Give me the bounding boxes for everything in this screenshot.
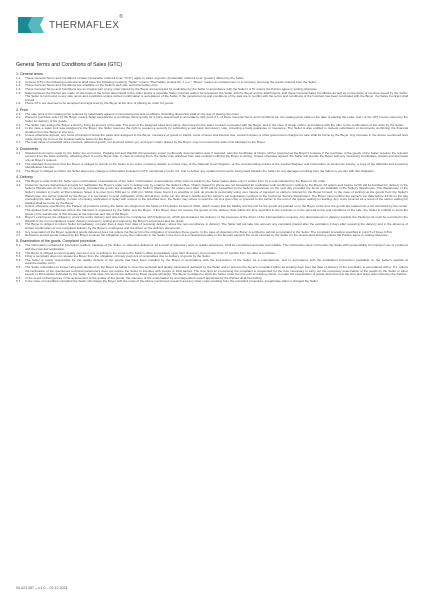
clause-number: 4.7. xyxy=(16,233,22,238)
clause-text: Placed a purchase order by the Buyer means Seller acceptance to purchase these goods for a price determined in accordance with point 2.1. of these General Terms and Conditions (ie. the catalog price valid on the date of placing the order, and / or the VAT invoice issued by the Seller for delivery of the goods. xyxy=(25,115,408,123)
clause-text: In the case of unjustified complaint the Seller will charge the Buyer with the costs of the above mentioned research and any other costs resulting from the complaint procedure. A legitimate claim is charged the Seller. xyxy=(25,279,319,284)
clause-number: 4.2. xyxy=(16,182,22,187)
clause xyxy=(16,152,408,163)
trademark-symbol: ® xyxy=(119,14,124,20)
clause-text: Sales between the Parties are made on the basis of the terms determined in the order and/or a separate Sales Contract and/or GLA between the Seller and the Buyer and its attachments, and these General Sales Conditions as well as on the basis of invoices issued by the Seller. The Seller is not bound to any sale terms and conditions unless written confirmation is acceptance of the Seller. If the general terms and conditions of the sale are in conflict with the terms and conditions of the Contract has been concluded with the Buyer, the Sales Contract shall prevail. xyxy=(25,90,408,102)
clause-number: 5.7. xyxy=(16,279,22,284)
clause-number: 2.7. xyxy=(16,140,22,145)
clause xyxy=(16,184,408,206)
clause-text: The Seller undertakes to inspect all goods declared by the Buyer as failing to meet the technical and quality parameters declared by the Seller and to process the buyer's complaint within 10 working days from the date of delivery of the complaint, in accordance with p. 5.2, unless the verification of the questioned technical parameters does not require the Seller to interfere with people or third parties. The time limit for processing the complaint is suspended for the time necessary to carry out the necessary examination of the goods by the Seller or other people or third parties indicated by the Seller. In that case, the terms are defined by these people will apply. The Buyer is obliged to allow the Seller, order from its own or training clients, to make the examination of goods assortment at the time and place determined by the Parties. xyxy=(25,265,408,277)
clause-text: The Buyer's order binds the Seller upon confirmation of acceptance of the order. Confirmation of acceptance of the order is made by the Seller (takes place only in written form by e-mail indicated by the Buyer in the order. xyxy=(25,179,327,184)
clause-number: 2.4. xyxy=(16,126,22,131)
clause-text: The total value of unsettled sales invoices, delivered goods, not invoiced orders yet, and open orders placed by the Buyer, may not exceed the sales limit allocated to the Buyer. xyxy=(25,140,266,145)
clause xyxy=(16,280,408,284)
clause-number: 1.5. xyxy=(16,90,22,95)
clause-text: Standard documents made by the Seller are an Invoice, Packing List and Waybill. All necessary export (outbound) documentation and, if required, also the Certificate of Origin, will be prepared at the Buyer's request. If the purchase of the goods of the Seller requires the relevant consent from the state authority, obtaining them is on the Buyer side. In case of missing them, the Seller may withdraw from sale contract notifying the Buyer in writing. Unless otherwise agreed, the Seller will provide the Buyer with any necessary Certificates, Attests and Approvals only at Buyer's request. xyxy=(25,150,408,163)
clause-number: 5.2. xyxy=(16,250,22,255)
clause-number: 2.5. xyxy=(16,133,22,138)
clause-number: 1.4. xyxy=(16,86,22,91)
section-heading: 4. Delivery xyxy=(16,175,33,179)
clause-number: 1.6. xyxy=(16,101,22,106)
clause-number: 3.3. xyxy=(16,168,22,173)
section-heading: 5. Examination of the goods. Complaint procedure xyxy=(16,239,96,244)
clause-text: Customer Service Department accepts for realization the Buyer's order sent in writing only by email to the Seller's office. Orders placed by phone are not forwarded for realization until confirmed in writing by the Buyer. All orders sent before 12:00 will be handled for delivery in the Seller's Warehouse on the day of receiving, provided the goods are available at the Seller's Warehouse. All orders sent after 12:00 will be forwarded to the Seller's warehouse on the next day provided the items are available in the Seller's Warehouse. The Warehouse of the Seller's location in Cedry at Pomorskiego Street 4 is open from 8:00 am to 4:00 pm. Within these hours it is possible to pick up products personally using own means of transport or carriers ordered by the Buyer himself. In the case of picking up the goods from the Seller's Warehouse, the carrier ordered by the Buyer, it is necessary to send notification of the arrival time of the car, the driver's details and the carrier's car registration numbers to the Customer Service Department. The Buyer must confirm the carrier's car data before 13:00 on the day preceding the date of loading. In case of missing notification or delay with respect to the specified time, the Seller may refuse to load the car at a given day or proceed to the carrier to the end of the queue waiting for loading. Any costs incurred as a result of the carrier waiting for loading shall be borne by the Buyer. xyxy=(25,182,408,205)
clause-text: In these GTC's the following expressions shall have the following meaning: "Seller" means "Thermaflex Izolacji Sp. z o.o."; "Buyer" means an entrepreneur or a company receiving the goods ordered from the Seller. xyxy=(25,79,317,84)
brand-name: THERMAFLEX xyxy=(49,19,120,31)
document-body xyxy=(16,73,408,284)
clause-text: In the event of divergences in the assessment of the quality of the goods, the outcome of the examination by an independent expert appointed by the Parties shall be binding. xyxy=(25,275,263,280)
clause-number: 3.2. xyxy=(16,161,22,166)
clause-number: 4.3. xyxy=(16,204,22,209)
clause-text: These General Terms and Conditions of Sale (hereinafter referred to as "GTC") apply to sales of goods, (hereinafter referred to as "goods") offered by the Seller. xyxy=(25,76,245,81)
clause-text: In the case a sales limit was assigned to the Buyer, the Seller reserves the right to request a security by submitting a real bank promissory note, providing a bank guarantee or insurance. The Seller is also entitled to request submission of documents confirming the financial situation from the Buyer at any time. xyxy=(25,126,408,134)
clause-text: These General Terms and Conditions are an integral part of any order placed by the Buyer and accepted for realization by the Seller in accordance with the Seller's GTC unless the Parties agree in writing otherwise. xyxy=(25,86,318,91)
document-title: General Terms and Conditions of Sales (GTC) xyxy=(16,62,123,68)
clause-number: 1.1. xyxy=(16,76,22,81)
clause-number: 1.2. xyxy=(16,79,22,84)
clause-text: The Buyer is obliged to inform Seller immediately, not later than 2 days from date of receiving delivery, about the non-compliance in delivery. The Seller will not take into account any complaint placed after the expiration 2 days after receiving the delivery and in the absence of written confirmation of non-compliant delivery by the Buyer's employees and the driver on the delivery documents. xyxy=(25,222,408,230)
clause xyxy=(16,141,408,145)
clause xyxy=(16,234,408,238)
clause-text: The Buyer is obliged to inform the Seller about any change in information included in GTC mentioned in point 3.2. and to deliver any updated documents, being back towards the Seller for any damages resulting from the failure to comply with this obligation. xyxy=(25,168,375,173)
clause xyxy=(16,170,408,174)
clause-text: Filing a complaint does not release the Buyer from the obligation of timely payment of receivables due to delivery of goods by the Seller. xyxy=(25,254,211,259)
clause-text: Unless otherwise agreed, any costs of transport below the sales limit assigned to the Buyer, insurance of goods in transit, costs of taxes and interest due, customs duties or other government charges for sale shall be borne by the Buyer. Any increase in the above mentioned fees made during the term of the Contract will be borne by the Buyer. xyxy=(25,133,408,141)
thermaflex-logo-icon xyxy=(16,14,46,36)
section-heading: 1. General terms xyxy=(16,72,43,76)
clause-number: 4.4. xyxy=(16,215,22,220)
clause-text: The standard documents that the Buyer is obliged to submit to the Seller is an order, company details, a current copy of the National Court Register, or the corresponding extract of the Central Register and Information on Economic Activity, a copy of the REGON and Company Identification Number. xyxy=(25,161,408,170)
clause-text: Refusal to accept goods ordered by the Buyer involves the obligation to pay the indemnity to the Seller in the form of a contractual penalty in the amount equal to the costs incurred by the Seller for the unaccepted delivery unless the Parties agree in writing otherwise. xyxy=(25,233,389,238)
clause-text: The information contained in brochures, leaflets, catalogs of the Seller, or otherwise delivered, as a result of laboratory tests or quality assurance, shall be considered accurate and reliable. This information does not burden the Seller with responsibility for improper use or problems with the intended application. xyxy=(25,243,408,252)
clause-text: The sale price is the catalog price reduced by individually agreed commercial terms and conditions (including discounts) valid on the day of placing the order. xyxy=(25,111,240,116)
thermaflex-logo xyxy=(16,14,123,36)
clause-number: 1.3. xyxy=(16,83,22,88)
clause-number: 3.1. xyxy=(16,150,22,155)
clause-text: Buyer's employees are obliged to count the entire delivery and determine its compliance with Packing List, which accompanies the delivery, in the presence of the driver of the transportation company. Any discrepancies in delivery towards the Packing List must be recorded in the Waybill or the non-compliance report delivery protocol in writing and signed by the Buyer's employees and the driver. xyxy=(25,215,408,223)
clause-number: 4.6. xyxy=(16,229,22,234)
clause-number: 2.2. xyxy=(16,115,22,120)
footer-document-code: 00.023.387 – v.1.0 – 02.12.2024 xyxy=(16,586,68,590)
clause-number: 4.5. xyxy=(16,222,22,227)
clause xyxy=(16,102,408,106)
clause-text: Unless otherwise specified by the Parties, all products sold by the Seller are shipped on the basis of FCA Zeline Incoterms 2010, which means that the liability and the risk for the goods are passed on to the Buyer at the time the goods are loaded into a car submitted by the carrier. The applied both to deliveries where the transport is organized by the Seller and the Buyer. If the Buyer does not receive the goods on the delivery date within the time specified in the Contract or in the general terms and conditions of the sale, the Seller is entitled to store the goods in the warehouse of this choose at the expense and risk of the Buyer. xyxy=(25,204,408,216)
clause-number: 2.1. xyxy=(16,111,22,116)
clause-text: These GTC are deemed to be accepted and approved by the Buyer at the time of placing an order for goods. xyxy=(25,101,174,106)
clause-number: 2.3. xyxy=(16,122,22,127)
clause-text: The Buyer is obliged to report quality concerns only in writing to the email to the Seller's office immediately upon their discovery, but not later than 12 months from the date of purchase. xyxy=(25,250,276,255)
clause-text: The Seller may assign the Buyer a limit by fixing its amount of the sale. The level of the assigned sales limit will be determined in the sales contract concluded with the Buyer, and in the case of single orders, accordance with the offer or the confirmation of the order by the Seller. xyxy=(25,122,404,127)
clause-number: 4.1. xyxy=(16,179,22,184)
clause-number: 5.3. xyxy=(16,254,22,259)
clause-number: 5.4. xyxy=(16,257,22,262)
clause-text: The Seller is solely responsible for the quality defects of the goods that have been installed by the Buyer in accordance with the instructions of the Seller, as a manufacturer, and in accordance with the installation instructions (available on the Seller's website at www.thermaflex.com). xyxy=(25,257,408,266)
clause-number: 5.5. xyxy=(16,265,22,270)
clause-number: 5.6. xyxy=(16,275,22,280)
clause-number: 5.1. xyxy=(16,243,22,248)
section-heading: 2. Price xyxy=(16,107,29,112)
clause-text: Any reservation of the Buyer regarding goods delivered does not relieve the Buyer from the obligation of reception these goods. In the case of objections the Buyer is entitled to submit a complaint to the Seller. The complaint procedure specified in point 5 of these GTCs. xyxy=(25,229,393,234)
clause-text: These General Terms and Conditions are available on the Seller's web site: www.thermaflex.com. xyxy=(25,83,159,88)
section-heading: 3. Documents xyxy=(16,146,39,151)
